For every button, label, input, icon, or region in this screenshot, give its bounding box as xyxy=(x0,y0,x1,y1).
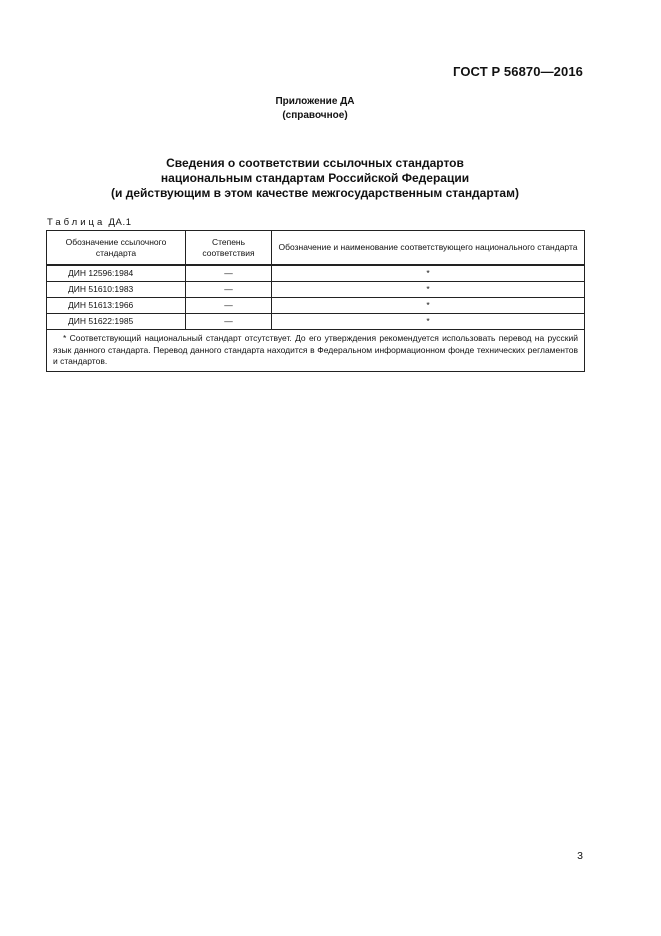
table-row xyxy=(47,298,585,314)
column-header-national-standard: Обозначение и наименование соответствующего национального стандарта xyxy=(272,231,585,266)
cell-designation: ДИН 12596:1984 xyxy=(47,265,186,282)
table-caption-word: Таблица xyxy=(47,217,106,228)
appendix-title: Приложение ДА xyxy=(275,96,355,107)
cell-degree: — xyxy=(186,298,272,314)
cell-degree: — xyxy=(186,282,272,298)
table-footnote xyxy=(47,330,585,372)
title-line-3: (и действующим в этом качестве межгосударственным стандартам) xyxy=(111,186,519,200)
table-caption xyxy=(47,217,132,228)
table-caption-number: ДА.1 xyxy=(108,217,132,228)
cell-national-standard: * xyxy=(272,314,585,330)
table-row xyxy=(47,314,585,330)
document-code: ГОСТ Р 56870—2016 xyxy=(453,64,583,79)
cell-national-standard: * xyxy=(272,265,585,282)
reference-standards-table xyxy=(46,230,585,372)
table-row xyxy=(47,265,585,282)
appendix-subject-title xyxy=(0,156,630,201)
cell-designation: ДИН 51613:1966 xyxy=(47,298,186,314)
cell-degree: — xyxy=(186,314,272,330)
cell-designation: ДИН 51610:1983 xyxy=(47,282,186,298)
title-line-1: Сведения о соответствии ссылочных стандартов xyxy=(166,156,464,170)
title-line-2: национальным стандартам Российской Федерации xyxy=(160,171,470,185)
cell-degree: — xyxy=(186,265,272,282)
table-footnote-row xyxy=(47,330,585,372)
column-header-designation: Обозначение ссылочного стандарта xyxy=(47,231,186,266)
appendix-heading xyxy=(0,95,630,123)
cell-designation: ДИН 51622:1985 xyxy=(47,314,186,330)
appendix-type: (справочное) xyxy=(282,110,348,121)
cell-national-standard: * xyxy=(272,298,585,314)
footnote-text: * Соответствующий национальный стандарт отсутствует. До его утверждения рекомендуется использовать перевод на русский язык данного стандарта. Перевод данного стандарта находится в Федеральном информационном фонде технических регламентов и стандартов. xyxy=(53,333,578,366)
cell-national-standard: * xyxy=(272,282,585,298)
table-header-row xyxy=(47,231,585,266)
column-header-degree: Степень соответствия xyxy=(186,231,272,266)
page-number: 3 xyxy=(577,850,583,862)
table-row xyxy=(47,282,585,298)
